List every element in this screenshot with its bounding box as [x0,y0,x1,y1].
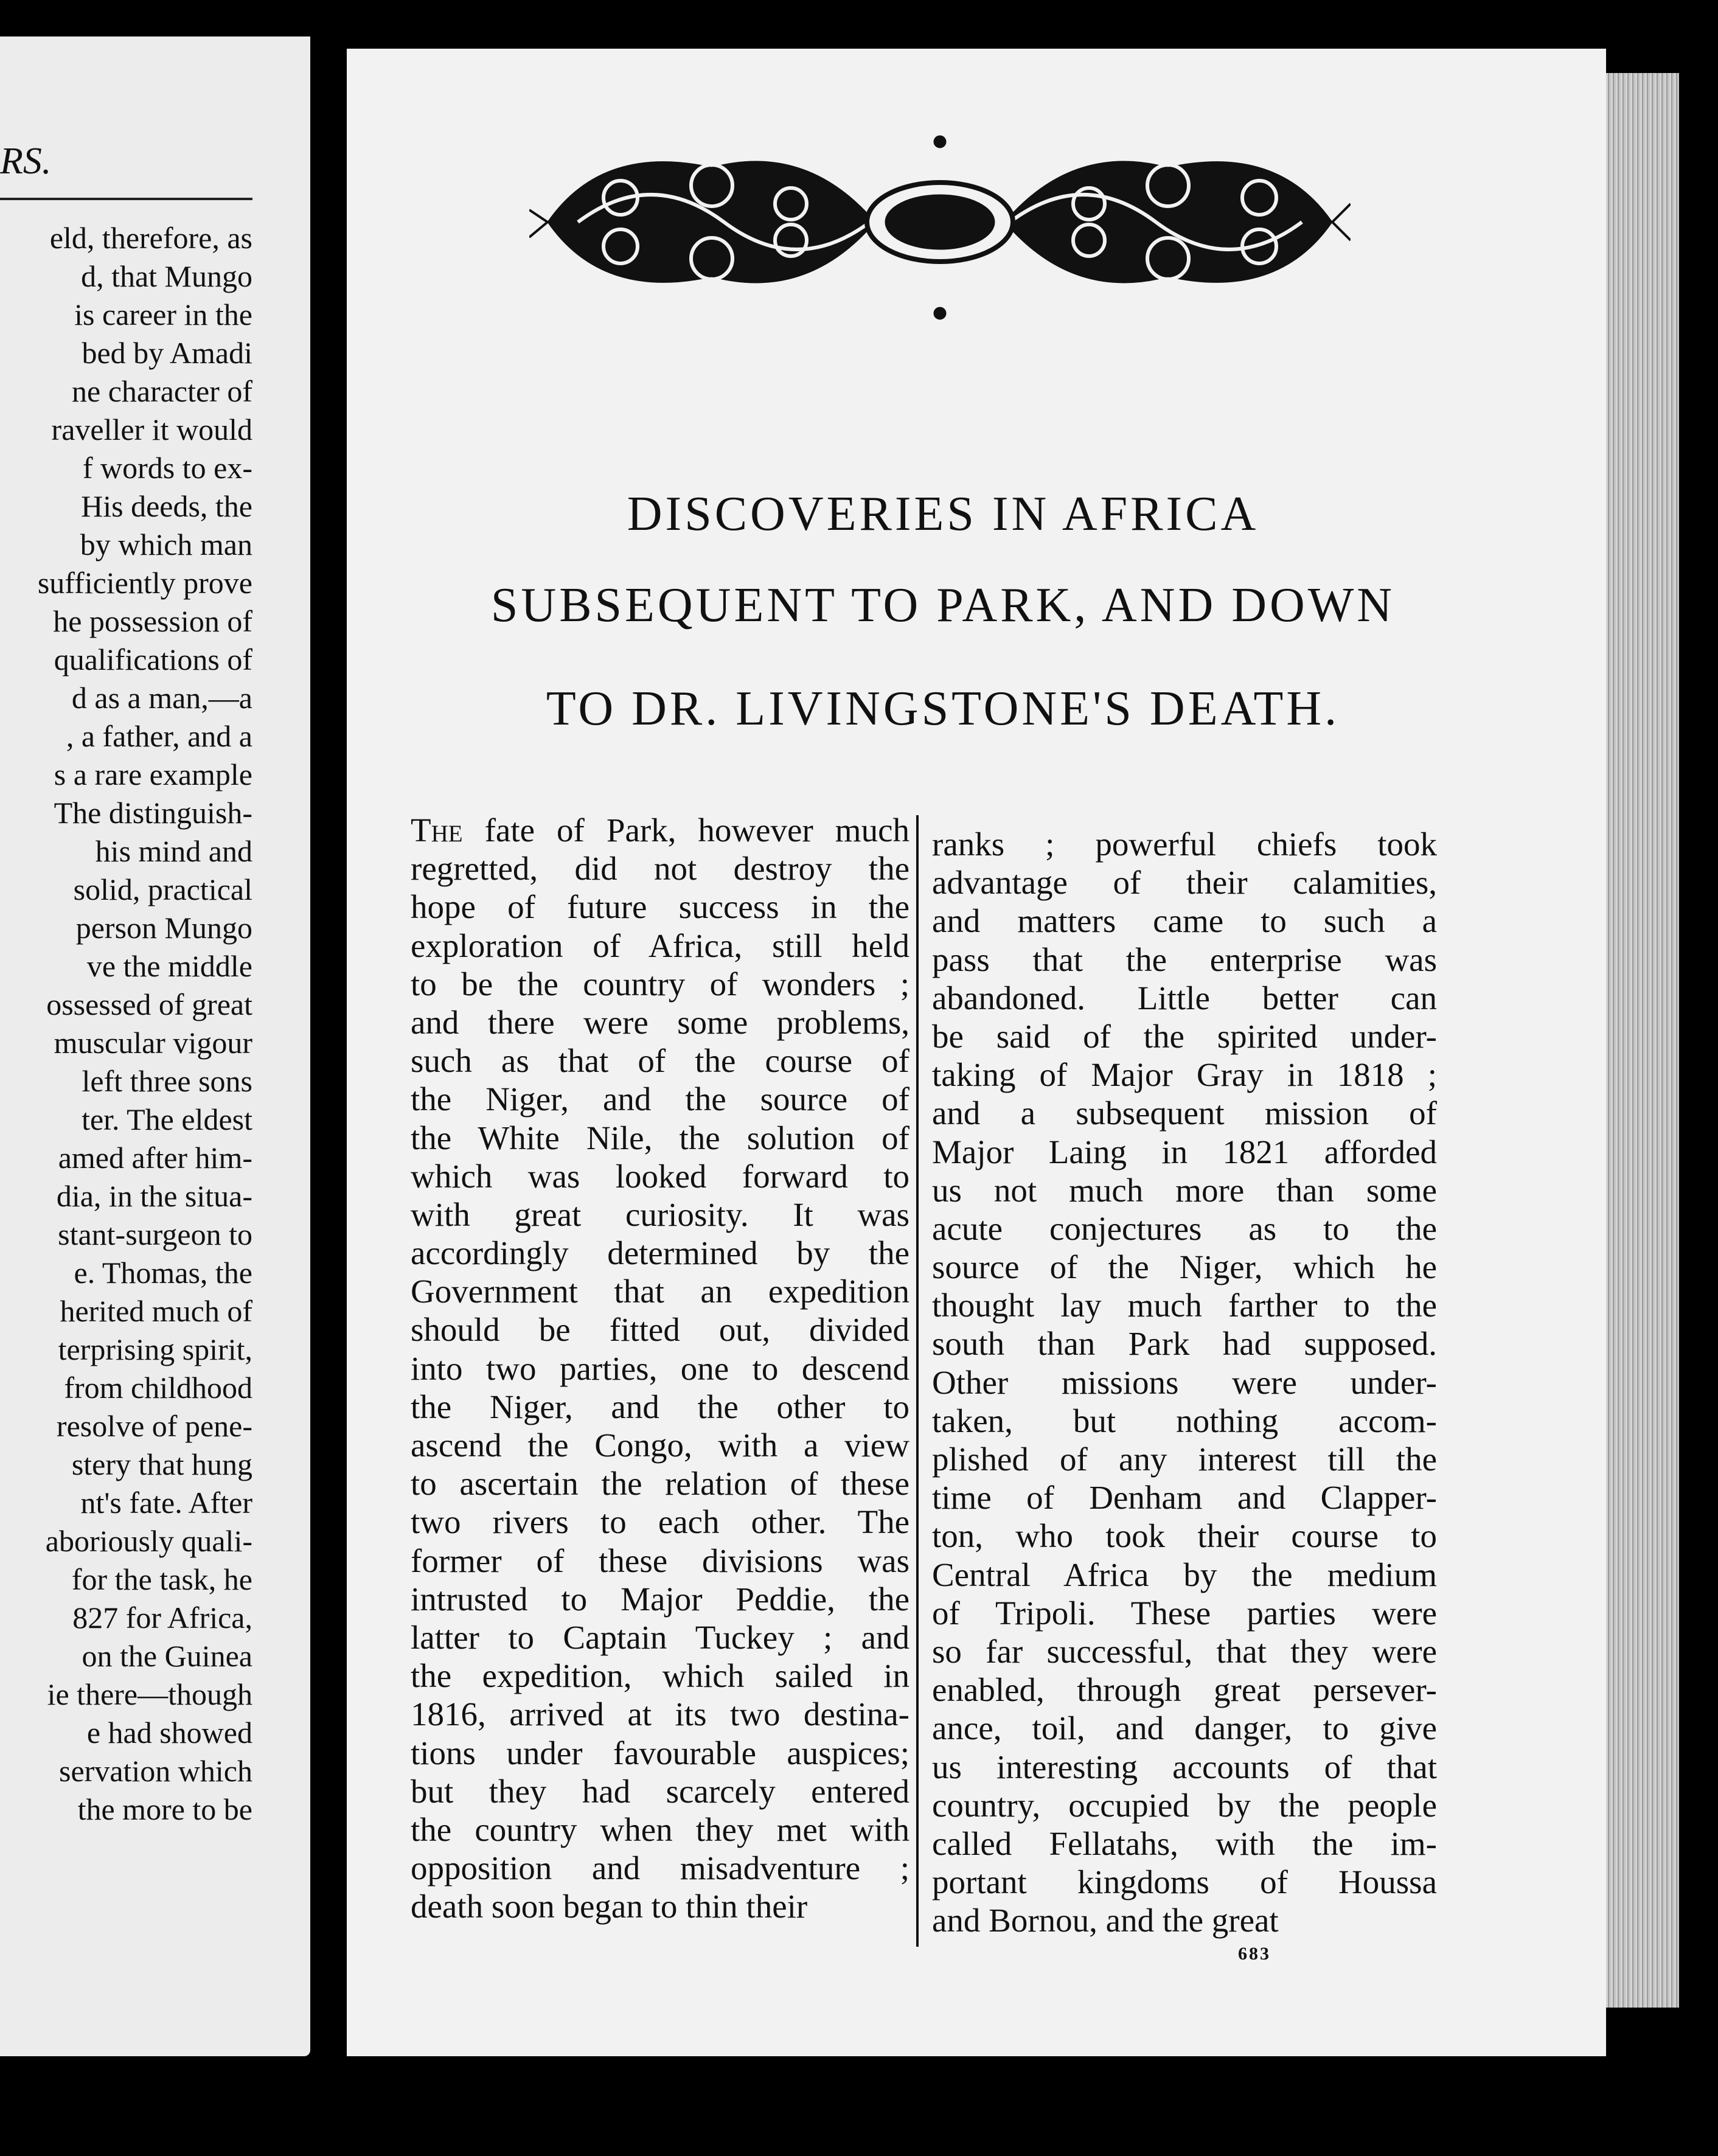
column-1-line: death soon began to thin their [411,1888,808,1925]
left-page-line: ter. The eldest [82,1102,252,1136]
column-1-line: the Niger, and the other to [411,1388,909,1425]
ornament-headpiece [529,131,1351,325]
left-page-line: herited much of [60,1294,252,1328]
left-page-line: his mind and [95,834,252,868]
column-1-line: former of these divisions was [411,1542,909,1579]
column-1-line: two rivers to each other. The [411,1503,909,1541]
column-1-line: into two parties, one to descend [411,1349,909,1387]
left-page-line: left three sons [82,1064,252,1098]
column-2-line: enabled, through great persever- [932,1671,1437,1709]
column-2-line: Other missions were under- [932,1363,1437,1401]
title-line-1: DISCOVERIES IN AFRICA [627,487,1259,541]
column-1-line: to ascertain the relation of these [411,1465,909,1503]
left-page-line: d, that Mungo [81,259,252,293]
left-page [0,37,310,2056]
left-page-line: is career in the [74,297,252,332]
column-2-line: plished of any interest till the [932,1441,1437,1478]
left-page-line: d as a man,—a [71,681,252,715]
left-page-line: servation which [59,1754,252,1788]
left-page-line: e had showed [86,1716,252,1750]
page-edges [1606,73,1679,2008]
left-page-line: nt's fate. After [80,1486,252,1520]
column-1-line: with great curiosity. It was [411,1195,909,1233]
column-1-line: such as that of the course of [411,1042,909,1080]
title-line-3: TO DR. LIVINGSTONE'S DEATH. [546,682,1340,735]
left-page-line: solid, practical [73,872,252,906]
column-1-line: intrusted to Major Peddie, the [411,1580,909,1618]
header-rule [0,198,252,200]
column-1-line: Government that an expedition [411,1273,909,1310]
column-2-line: advantage of their calamities, [932,864,1437,902]
text-column-1 [411,811,909,1925]
column-2-line: and a subsequent mission of [932,1094,1437,1132]
column-2-line: thought lay much farther to the [932,1287,1437,1324]
column-1-line: which was looked forward to [411,1157,909,1195]
left-page-line: dia, in the situa- [56,1179,252,1213]
left-page-line: terprising spirit, [58,1332,252,1366]
column-1-line: the country when they met with [411,1810,909,1848]
left-page-line: person Mungo [75,911,252,945]
column-2-line: ranks ; powerful chiefs took [932,826,1437,863]
left-page-line: ossessed of great [46,987,252,1021]
left-running-head: RS. [0,141,52,182]
left-page-line: bed by Amadi [82,336,252,370]
column-2-line: portant kingdoms of Houssa [932,1863,1437,1901]
column-2-line: ton, who took their course to [932,1517,1437,1555]
column-1-line: the Niger, and the source of [411,1080,909,1118]
column-2-line: us interesting accounts of that [932,1748,1437,1786]
left-page-text [0,219,252,1829]
column-2-line: so far successful, that they were [932,1632,1437,1670]
column-2-line: taking of Major Gray in 1818 ; [932,1056,1437,1094]
opening-line-rest: fate of Park, however much [462,812,909,849]
left-page-line: ne character of [72,374,252,408]
left-page-line: he possession of [53,604,252,638]
column-1-line: 1816, arrived at its two destina- [411,1695,909,1733]
column-1-line: hope of future success in the [411,888,909,926]
column-2-line: acute conjectures as to the [932,1209,1437,1247]
column-2-line: and matters came to such a [932,902,1437,940]
column-1-line: exploration of Africa, still held [411,927,909,964]
column-2-line: Central Africa by the medium [932,1556,1437,1593]
column-1-line [411,811,909,849]
column-1-line: opposition and misadventure ; [411,1849,909,1887]
left-page-line: aboriously quali- [45,1524,252,1558]
left-page-line: s a rare example [54,757,252,791]
left-page-line: eld, therefore, as [49,221,252,255]
column-2-line: be said of the spirited under- [932,1017,1437,1055]
column-1-line: should be fitted out, divided [411,1311,909,1349]
title-line-2: SUBSEQUENT TO PARK, AND DOWN [490,579,1396,632]
column-2-line: abandoned. Little better can [932,979,1437,1017]
column-2-line: us not much more than some [932,1171,1437,1209]
column-1-line: ascend the Congo, with a view [411,1427,909,1464]
column-2-line: source of the Niger, which he [932,1248,1437,1286]
left-page-line: by which man [80,527,252,562]
column-2-line: called Fellatahs, with the im- [932,1824,1437,1862]
left-page-line: stery that hung [71,1447,252,1481]
left-page-line: sufficiently prove [37,566,252,600]
left-page-line: resolve of pene- [56,1409,252,1443]
column-2-line: of Tripoli. These parties were [932,1594,1437,1632]
left-page-line: His deeds, the [81,489,252,523]
column-1-line: latter to Captain Tuckey ; and [411,1618,909,1656]
left-page-line: raveller it would [51,412,252,447]
column-2-line: south than Park had supposed. [932,1325,1437,1363]
left-page-line: from childhood [64,1371,252,1405]
left-page-line: the more to be [77,1792,252,1826]
column-1-line: regretted, did not destroy the [411,850,909,888]
column-1-line: the White Nile, the solution of [411,1119,909,1156]
column-2-line: time of Denham and Clapper- [932,1479,1437,1517]
column-2-line: Major Laing in 1821 afforded [932,1133,1437,1170]
opening-word: The [411,812,463,849]
left-page-line: on the Guinea [82,1639,252,1673]
left-page-line: The distinguish- [54,796,252,830]
column-1-line: and there were some problems, [411,1003,909,1041]
column-2-line: ance, toil, and danger, to give [932,1709,1437,1747]
column-divider [916,815,919,1947]
left-page-line: e. Thomas, the [74,1256,252,1290]
left-page-line: stant-surgeon to [58,1217,252,1251]
column-2-line: pass that the enterprise was [932,941,1437,978]
left-page-line: , a father, and a [66,719,252,753]
column-1-line: but they had scarcely entered [411,1772,909,1810]
column-1-line: accordingly determined by the [411,1234,909,1272]
column-2-line: taken, but nothing accom- [932,1402,1437,1439]
left-page-line: for the task, he [71,1562,252,1596]
column-2-line: and Bornou, and the great [932,1902,1279,1939]
left-page-line: amed after him- [58,1141,252,1175]
text-column-2 [932,825,1437,1939]
column-1-line: to be the country of wonders ; [411,965,909,1003]
left-page-line: f words to ex- [82,451,252,485]
column-1-line: the expedition, which sailed in [411,1657,909,1695]
left-page-line: muscular vigour [54,1026,252,1060]
left-page-line: qualifications of [54,642,252,676]
column-2-line: country, occupied by the people [932,1786,1437,1824]
left-page-line: ve the middle [86,949,252,983]
page-number: 683 [1238,1944,1271,1964]
column-1-line: tions under favourable auspices; [411,1734,909,1772]
left-page-line: 827 for Africa, [72,1601,252,1635]
left-page-line: ie there—though [47,1677,252,1711]
